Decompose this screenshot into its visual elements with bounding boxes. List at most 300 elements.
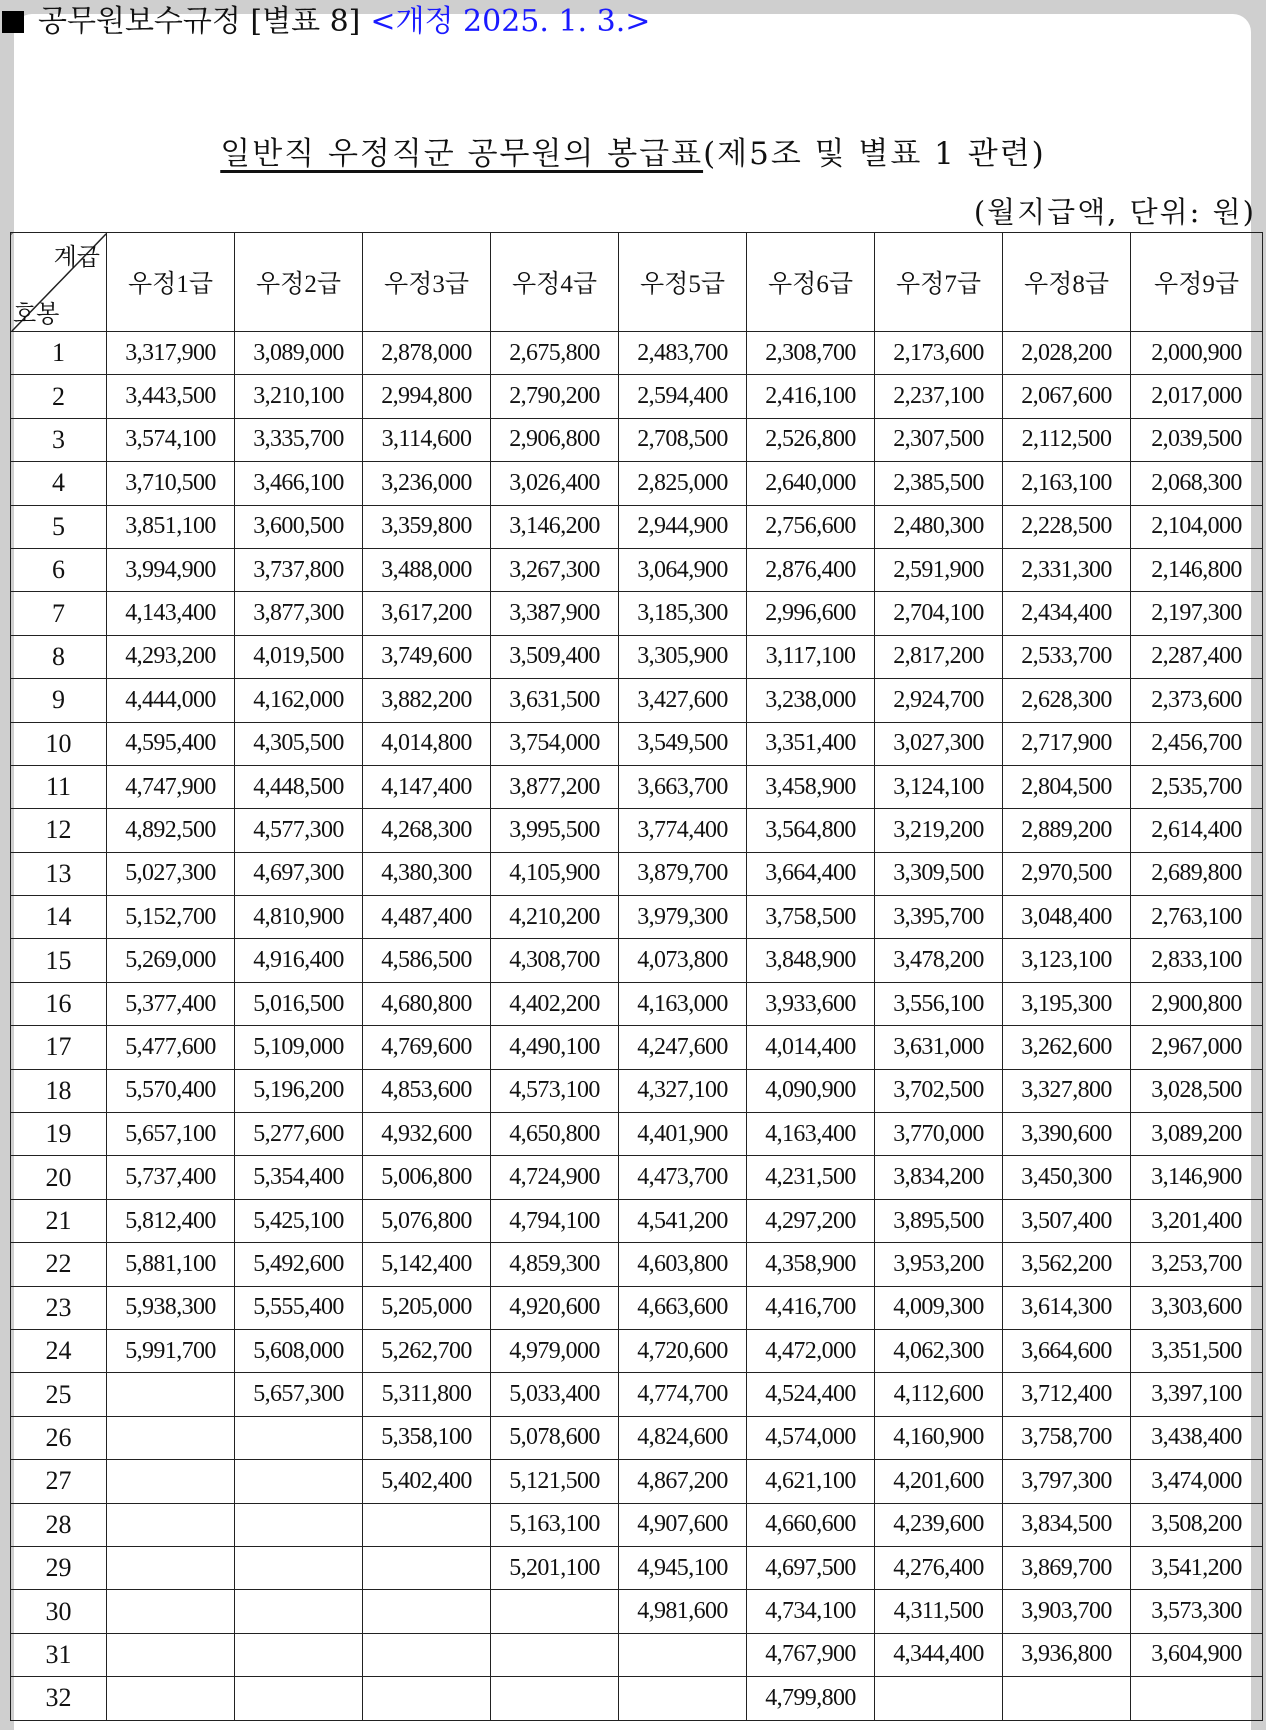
salary-cell: 2,331,300 — [1003, 548, 1131, 591]
table-row — [11, 896, 1263, 939]
salary-cell: 3,351,500 — [1131, 1329, 1263, 1372]
salary-cell: 2,628,300 — [1003, 679, 1131, 722]
column-header: 우정8급 — [1003, 233, 1131, 332]
salary-cell: 2,146,800 — [1131, 548, 1263, 591]
salary-cell: 4,201,600 — [875, 1460, 1003, 1503]
salary-cell: 2,876,400 — [747, 548, 875, 591]
salary-cell: 3,488,000 — [363, 548, 491, 591]
salary-cell: 4,810,900 — [235, 896, 363, 939]
step-cell: 16 — [11, 982, 107, 1025]
salary-cell — [363, 1677, 491, 1720]
step-cell: 28 — [11, 1503, 107, 1546]
salary-cell: 2,970,500 — [1003, 852, 1131, 895]
salary-cell: 4,824,600 — [619, 1416, 747, 1459]
salary-cell: 4,767,900 — [747, 1633, 875, 1676]
step-cell: 7 — [11, 592, 107, 635]
salary-cell: 5,657,100 — [107, 1113, 235, 1156]
step-cell: 22 — [11, 1243, 107, 1286]
salary-cell: 3,617,200 — [363, 592, 491, 635]
salary-cell: 4,769,600 — [363, 1026, 491, 1069]
step-cell: 25 — [11, 1373, 107, 1416]
salary-cell: 3,185,300 — [619, 592, 747, 635]
salary-cell: 5,425,100 — [235, 1199, 363, 1242]
salary-cell: 2,900,800 — [1131, 982, 1263, 1025]
table-row — [11, 1546, 1263, 1589]
salary-cell: 5,492,600 — [235, 1243, 363, 1286]
salary-cell: 2,017,000 — [1131, 375, 1263, 418]
salary-cell: 3,507,400 — [1003, 1199, 1131, 1242]
salary-cell: 3,600,500 — [235, 505, 363, 548]
table-row — [11, 1503, 1263, 1546]
step-cell: 4 — [11, 462, 107, 505]
salary-cell: 3,851,100 — [107, 505, 235, 548]
salary-cell — [619, 1677, 747, 1720]
salary-cell: 3,335,700 — [235, 418, 363, 461]
salary-cell: 4,473,700 — [619, 1156, 747, 1199]
salary-cell: 2,112,500 — [1003, 418, 1131, 461]
salary-cell: 2,675,800 — [491, 332, 619, 375]
salary-cell: 2,307,500 — [875, 418, 1003, 461]
salary-cell: 3,390,600 — [1003, 1113, 1131, 1156]
step-cell: 24 — [11, 1329, 107, 1372]
salary-cell: 3,903,700 — [1003, 1590, 1131, 1633]
salary-cell: 4,112,600 — [875, 1373, 1003, 1416]
salary-cell — [875, 1677, 1003, 1720]
table-body — [11, 332, 1263, 1721]
salary-cell: 2,287,400 — [1131, 635, 1263, 678]
salary-cell: 2,104,000 — [1131, 505, 1263, 548]
salary-cell: 3,879,700 — [619, 852, 747, 895]
table-row — [11, 1677, 1263, 1720]
salary-cell — [363, 1503, 491, 1546]
salary-cell: 4,448,500 — [235, 765, 363, 808]
salary-cell: 2,825,000 — [619, 462, 747, 505]
salary-cell: 2,028,200 — [1003, 332, 1131, 375]
table-row — [11, 939, 1263, 982]
salary-cell: 4,981,600 — [619, 1590, 747, 1633]
table-row — [11, 635, 1263, 678]
column-header: 우정4급 — [491, 233, 619, 332]
salary-cell: 4,663,600 — [619, 1286, 747, 1329]
table-row — [11, 375, 1263, 418]
salary-cell: 5,377,400 — [107, 982, 235, 1025]
step-cell: 13 — [11, 852, 107, 895]
salary-cell: 3,443,500 — [107, 375, 235, 418]
regulation-header — [0, 0, 1266, 60]
salary-cell — [1131, 1677, 1263, 1720]
salary-cell: 3,994,900 — [107, 548, 235, 591]
salary-cell: 5,277,600 — [235, 1113, 363, 1156]
table-row — [11, 548, 1263, 591]
step-cell: 6 — [11, 548, 107, 591]
salary-cell: 2,967,000 — [1131, 1026, 1263, 1069]
salary-cell: 2,889,200 — [1003, 809, 1131, 852]
table-row — [11, 418, 1263, 461]
salary-cell: 2,237,100 — [875, 375, 1003, 418]
salary-cell: 3,238,000 — [747, 679, 875, 722]
salary-cell — [107, 1546, 235, 1589]
salary-cell: 4,162,000 — [235, 679, 363, 722]
salary-cell: 2,068,300 — [1131, 462, 1263, 505]
salary-cell: 4,799,800 — [747, 1677, 875, 1720]
salary-cell: 3,351,400 — [747, 722, 875, 765]
column-header: 우정9급 — [1131, 233, 1263, 332]
salary-cell: 3,834,500 — [1003, 1503, 1131, 1546]
salary-cell: 5,121,500 — [491, 1460, 619, 1503]
salary-cell: 4,932,600 — [363, 1113, 491, 1156]
salary-cell — [107, 1416, 235, 1459]
salary-cell: 4,916,400 — [235, 939, 363, 982]
step-cell: 26 — [11, 1416, 107, 1459]
salary-cell: 3,869,700 — [1003, 1546, 1131, 1589]
corner-header-cell — [11, 233, 107, 332]
salary-cell: 3,574,100 — [107, 418, 235, 461]
step-label: 호봉 — [13, 302, 60, 328]
salary-cell: 3,758,700 — [1003, 1416, 1131, 1459]
salary-cell: 3,562,200 — [1003, 1243, 1131, 1286]
salary-cell: 2,790,200 — [491, 375, 619, 418]
salary-cell: 3,663,700 — [619, 765, 747, 808]
salary-cell: 2,197,300 — [1131, 592, 1263, 635]
salary-cell: 2,067,600 — [1003, 375, 1131, 418]
salary-cell: 3,427,600 — [619, 679, 747, 722]
salary-cell — [235, 1633, 363, 1676]
salary-cell: 4,720,600 — [619, 1329, 747, 1372]
salary-cell: 3,146,200 — [491, 505, 619, 548]
salary-cell: 4,595,400 — [107, 722, 235, 765]
table-row — [11, 765, 1263, 808]
salary-cell: 4,650,800 — [491, 1113, 619, 1156]
step-cell: 32 — [11, 1677, 107, 1720]
regulation-title: 공무원보수규정 [별표 8] — [38, 4, 361, 39]
salary-cell: 4,105,900 — [491, 852, 619, 895]
step-cell: 14 — [11, 896, 107, 939]
salary-cell: 2,228,500 — [1003, 505, 1131, 548]
column-header: 우정6급 — [747, 233, 875, 332]
step-cell: 11 — [11, 765, 107, 808]
salary-cell: 2,163,100 — [1003, 462, 1131, 505]
table-row — [11, 1590, 1263, 1633]
salary-cell: 4,247,600 — [619, 1026, 747, 1069]
salary-cell: 3,327,800 — [1003, 1069, 1131, 1112]
salary-cell: 4,073,800 — [619, 939, 747, 982]
salary-cell — [619, 1633, 747, 1676]
salary-cell: 3,027,300 — [875, 722, 1003, 765]
step-cell: 30 — [11, 1590, 107, 1633]
salary-cell: 3,450,300 — [1003, 1156, 1131, 1199]
step-cell: 1 — [11, 332, 107, 375]
salary-cell — [1003, 1677, 1131, 1720]
salary-cell: 4,009,300 — [875, 1286, 1003, 1329]
table-row — [11, 852, 1263, 895]
salary-cell: 3,749,600 — [363, 635, 491, 678]
salary-cell: 3,262,600 — [1003, 1026, 1131, 1069]
salary-cell: 3,267,300 — [491, 548, 619, 591]
table-row — [11, 592, 1263, 635]
salary-cell: 2,416,100 — [747, 375, 875, 418]
salary-cell: 3,556,100 — [875, 982, 1003, 1025]
salary-cell: 4,297,200 — [747, 1199, 875, 1242]
salary-cell: 5,196,200 — [235, 1069, 363, 1112]
salary-cell: 4,276,400 — [875, 1546, 1003, 1589]
salary-cell: 3,478,200 — [875, 939, 1003, 982]
salary-cell: 4,305,500 — [235, 722, 363, 765]
salary-cell: 3,089,200 — [1131, 1113, 1263, 1156]
salary-cell: 4,577,300 — [235, 809, 363, 852]
step-cell: 29 — [11, 1546, 107, 1589]
salary-cell — [235, 1416, 363, 1459]
salary-cell: 5,881,100 — [107, 1243, 235, 1286]
salary-cell: 2,526,800 — [747, 418, 875, 461]
step-cell: 5 — [11, 505, 107, 548]
salary-cell: 4,747,900 — [107, 765, 235, 808]
unit-note: (월지급액, 단위: 원) — [973, 195, 1256, 229]
salary-cell: 4,867,200 — [619, 1460, 747, 1503]
salary-cell: 3,664,400 — [747, 852, 875, 895]
salary-cell: 5,006,800 — [363, 1156, 491, 1199]
grade-label: 계급 — [53, 245, 100, 271]
salary-cell: 3,387,900 — [491, 592, 619, 635]
table-row — [11, 505, 1263, 548]
table-row — [11, 809, 1263, 852]
salary-cell: 4,586,500 — [363, 939, 491, 982]
salary-cell: 4,268,300 — [363, 809, 491, 852]
salary-cell: 4,344,400 — [875, 1633, 1003, 1676]
salary-cell: 2,614,400 — [1131, 809, 1263, 852]
table-row — [11, 1243, 1263, 1286]
salary-cell: 3,359,800 — [363, 505, 491, 548]
salary-cell: 4,660,600 — [747, 1503, 875, 1546]
table-row — [11, 1329, 1263, 1372]
salary-cell: 2,308,700 — [747, 332, 875, 375]
salary-cell: 3,305,900 — [619, 635, 747, 678]
salary-cell: 3,737,800 — [235, 548, 363, 591]
salary-cell — [107, 1633, 235, 1676]
salary-cell: 3,048,400 — [1003, 896, 1131, 939]
salary-cell: 4,472,000 — [747, 1329, 875, 1372]
salary-cell: 2,906,800 — [491, 418, 619, 461]
step-cell: 19 — [11, 1113, 107, 1156]
salary-cell: 4,380,300 — [363, 852, 491, 895]
salary-cell: 3,219,200 — [875, 809, 1003, 852]
salary-cell — [491, 1677, 619, 1720]
salary-cell: 5,608,000 — [235, 1329, 363, 1372]
salary-cell: 5,152,700 — [107, 896, 235, 939]
salary-cell: 3,953,200 — [875, 1243, 1003, 1286]
salary-cell: 5,205,000 — [363, 1286, 491, 1329]
salary-cell: 3,631,500 — [491, 679, 619, 722]
table-row — [11, 1633, 1263, 1676]
table-row — [11, 462, 1263, 505]
salary-cell — [491, 1590, 619, 1633]
salary-cell: 3,303,600 — [1131, 1286, 1263, 1329]
table-row — [11, 1026, 1263, 1069]
salary-cell: 5,555,400 — [235, 1286, 363, 1329]
salary-cell — [107, 1590, 235, 1633]
table-title — [0, 128, 1266, 173]
salary-cell: 2,994,800 — [363, 375, 491, 418]
salary-cell — [235, 1677, 363, 1720]
salary-cell: 3,797,300 — [1003, 1460, 1131, 1503]
salary-cell: 4,402,200 — [491, 982, 619, 1025]
salary-cell: 4,147,400 — [363, 765, 491, 808]
salary-cell: 3,979,300 — [619, 896, 747, 939]
salary-cell: 4,907,600 — [619, 1503, 747, 1546]
salary-cell: 5,477,600 — [107, 1026, 235, 1069]
salary-cell — [491, 1633, 619, 1676]
salary-cell: 3,882,200 — [363, 679, 491, 722]
salary-cell: 4,062,300 — [875, 1329, 1003, 1372]
salary-cell: 4,014,800 — [363, 722, 491, 765]
salary-cell: 3,117,100 — [747, 635, 875, 678]
table-row — [11, 1156, 1263, 1199]
salary-cell: 4,541,200 — [619, 1199, 747, 1242]
salary-cell: 3,758,500 — [747, 896, 875, 939]
salary-cell: 4,603,800 — [619, 1243, 747, 1286]
salary-cell: 2,434,400 — [1003, 592, 1131, 635]
column-header: 우정1급 — [107, 233, 235, 332]
header-row — [11, 233, 1263, 332]
salary-cell: 4,697,300 — [235, 852, 363, 895]
step-cell: 8 — [11, 635, 107, 678]
salary-cell: 4,621,100 — [747, 1460, 875, 1503]
amendment-date[interactable]: <개정 2025. 1. 3.> — [370, 4, 651, 39]
salary-cell: 5,142,400 — [363, 1243, 491, 1286]
table-row — [11, 1069, 1263, 1112]
salary-cell: 3,848,900 — [747, 939, 875, 982]
salary-cell: 3,564,800 — [747, 809, 875, 852]
salary-cell: 4,680,800 — [363, 982, 491, 1025]
salary-cell: 4,231,500 — [747, 1156, 875, 1199]
salary-cell: 5,163,100 — [491, 1503, 619, 1546]
salary-cell: 2,373,600 — [1131, 679, 1263, 722]
salary-cell: 3,466,100 — [235, 462, 363, 505]
salary-cell: 4,444,000 — [107, 679, 235, 722]
salary-cell — [363, 1633, 491, 1676]
salary-cell — [235, 1546, 363, 1589]
salary-cell: 2,878,000 — [363, 332, 491, 375]
salary-cell: 3,146,900 — [1131, 1156, 1263, 1199]
salary-cell: 4,697,500 — [747, 1546, 875, 1589]
salary-cell: 4,859,300 — [491, 1243, 619, 1286]
table-row — [11, 1113, 1263, 1156]
salary-cell: 4,210,200 — [491, 896, 619, 939]
salary-cell: 2,039,500 — [1131, 418, 1263, 461]
salary-cell: 4,573,100 — [491, 1069, 619, 1112]
salary-cell: 5,354,400 — [235, 1156, 363, 1199]
table-row — [11, 679, 1263, 722]
salary-cell: 4,524,400 — [747, 1373, 875, 1416]
salary-cell — [107, 1503, 235, 1546]
salary-cell: 3,395,700 — [875, 896, 1003, 939]
step-cell: 15 — [11, 939, 107, 982]
salary-cell: 2,533,700 — [1003, 635, 1131, 678]
salary-cell: 3,604,900 — [1131, 1633, 1263, 1676]
salary-cell: 4,724,900 — [491, 1156, 619, 1199]
salary-cell: 3,474,000 — [1131, 1460, 1263, 1503]
salary-cell: 3,210,100 — [235, 375, 363, 418]
salary-cell: 3,754,000 — [491, 722, 619, 765]
step-cell: 10 — [11, 722, 107, 765]
salary-cell: 4,160,900 — [875, 1416, 1003, 1459]
salary-cell — [235, 1460, 363, 1503]
salary-cell: 2,173,600 — [875, 332, 1003, 375]
table-row — [11, 332, 1263, 375]
salary-cell: 2,000,900 — [1131, 332, 1263, 375]
salary-cell: 3,933,600 — [747, 982, 875, 1025]
black-square-icon — [2, 11, 24, 33]
salary-cell: 5,269,000 — [107, 939, 235, 982]
salary-cell: 2,594,400 — [619, 375, 747, 418]
salary-cell: 2,456,700 — [1131, 722, 1263, 765]
salary-cell: 4,416,700 — [747, 1286, 875, 1329]
salary-cell: 5,311,800 — [363, 1373, 491, 1416]
step-cell: 31 — [11, 1633, 107, 1676]
step-cell: 20 — [11, 1156, 107, 1199]
salary-cell: 2,591,900 — [875, 548, 1003, 591]
column-header: 우정3급 — [363, 233, 491, 332]
salary-cell: 4,308,700 — [491, 939, 619, 982]
salary-cell: 2,924,700 — [875, 679, 1003, 722]
salary-cell: 2,689,800 — [1131, 852, 1263, 895]
salary-cell: 4,920,600 — [491, 1286, 619, 1329]
salary-cell: 3,253,700 — [1131, 1243, 1263, 1286]
salary-cell: 5,991,700 — [107, 1329, 235, 1372]
salary-cell: 3,774,400 — [619, 809, 747, 852]
salary-cell: 4,090,900 — [747, 1069, 875, 1112]
salary-cell: 2,385,500 — [875, 462, 1003, 505]
salary-cell: 4,979,000 — [491, 1329, 619, 1372]
salary-cell: 3,064,900 — [619, 548, 747, 591]
salary-cell: 3,124,100 — [875, 765, 1003, 808]
salary-cell: 4,401,900 — [619, 1113, 747, 1156]
salary-cell: 3,541,200 — [1131, 1546, 1263, 1589]
salary-cell: 4,239,600 — [875, 1503, 1003, 1546]
salary-cell: 5,033,400 — [491, 1373, 619, 1416]
salary-cell — [107, 1460, 235, 1503]
salary-cell: 4,774,700 — [619, 1373, 747, 1416]
salary-cell: 2,704,100 — [875, 592, 1003, 635]
salary-cell: 3,458,900 — [747, 765, 875, 808]
salary-cell: 5,076,800 — [363, 1199, 491, 1242]
step-cell: 3 — [11, 418, 107, 461]
salary-cell: 3,877,300 — [235, 592, 363, 635]
column-header: 우정5급 — [619, 233, 747, 332]
salary-cell: 3,712,400 — [1003, 1373, 1131, 1416]
salary-cell: 2,804,500 — [1003, 765, 1131, 808]
salary-cell: 3,236,000 — [363, 462, 491, 505]
salary-cell: 3,397,100 — [1131, 1373, 1263, 1416]
salary-cell: 4,014,400 — [747, 1026, 875, 1069]
salary-cell — [107, 1677, 235, 1720]
table-row — [11, 1460, 1263, 1503]
salary-cell: 3,509,400 — [491, 635, 619, 678]
salary-cell — [235, 1503, 363, 1546]
salary-cell: 5,262,700 — [363, 1329, 491, 1372]
salary-cell: 2,483,700 — [619, 332, 747, 375]
salary-cell: 4,892,500 — [107, 809, 235, 852]
step-cell: 27 — [11, 1460, 107, 1503]
salary-cell: 3,631,000 — [875, 1026, 1003, 1069]
salary-cell: 3,438,400 — [1131, 1416, 1263, 1459]
salary-cell: 3,317,900 — [107, 332, 235, 375]
salary-cell: 2,817,200 — [875, 635, 1003, 678]
salary-cell: 4,163,000 — [619, 982, 747, 1025]
salary-cell: 2,535,700 — [1131, 765, 1263, 808]
table-row — [11, 1286, 1263, 1329]
salary-cell: 3,877,200 — [491, 765, 619, 808]
salary-cell: 2,763,100 — [1131, 896, 1263, 939]
